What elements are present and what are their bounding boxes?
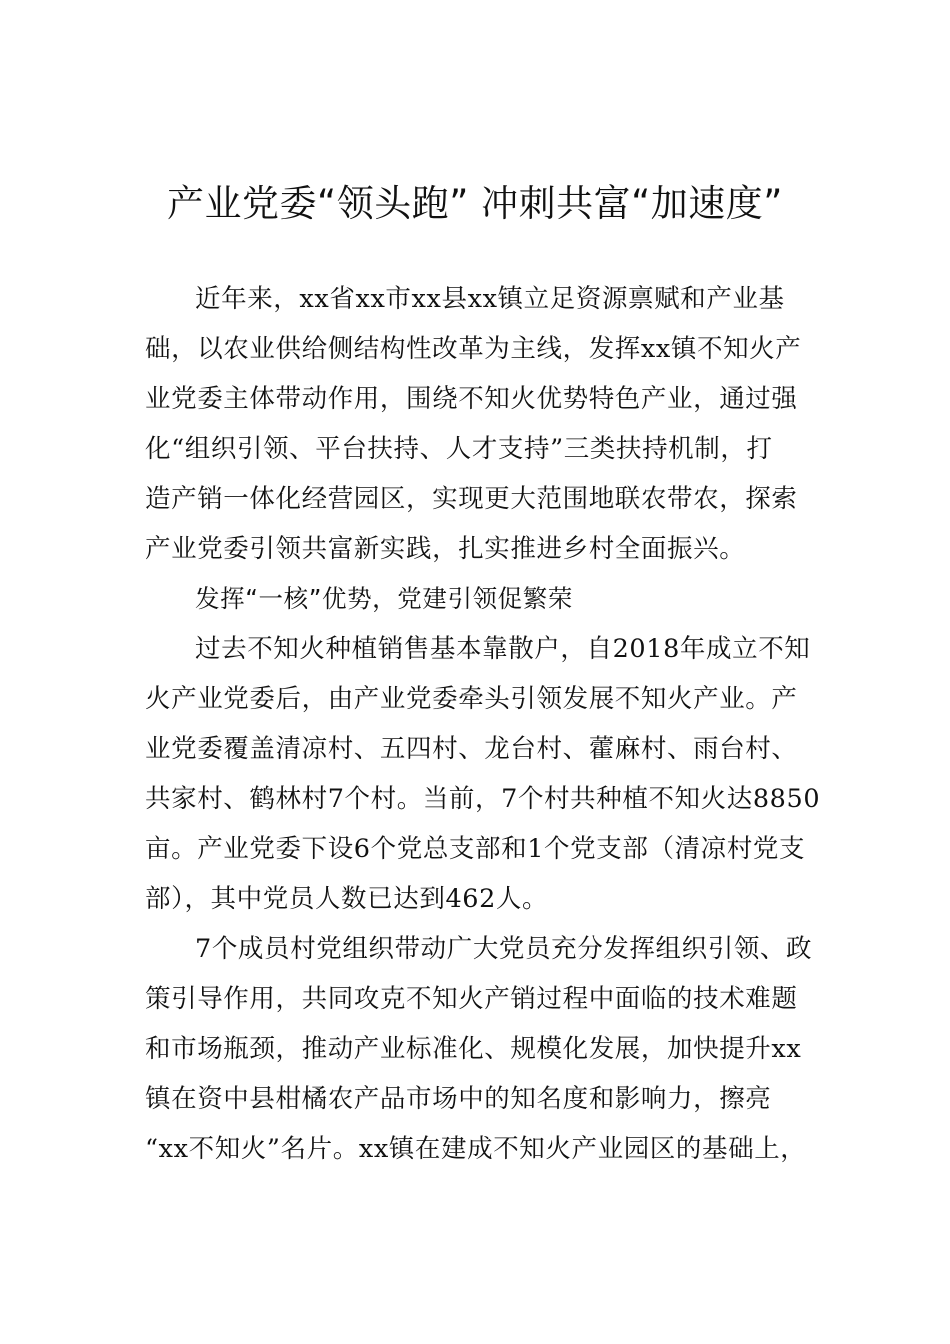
document-title: 产业党委“领头跑” 冲刺共富“加速度” <box>167 182 783 225</box>
paragraph-line: 过去不知火种植销售基本靠散户，自2018年成立不知 <box>195 634 811 664</box>
paragraph-line: 产业党委引领共富新实践，扎实推进乡村全面振兴。 <box>145 534 746 564</box>
paragraph-line: 近年来，xx省xx市xx县xx镇立足资源禀赋和产业基 <box>195 284 785 314</box>
paragraph-line: 业党委主体带动作用，围绕不知火优势特色产业，通过强 <box>145 384 798 414</box>
paragraph-line: “xx不知火”名片。xx镇在建成不知火产业园区的基础上， <box>145 1134 807 1164</box>
paragraph-line: 火产业党委后，由产业党委牵头引领发展不知火产业。产 <box>145 684 798 714</box>
paragraph-line: 部），其中党员人数已达到462人。 <box>145 884 549 914</box>
paragraph-line: 7个成员村党组织带动广大党员充分发挥组织引领、政 <box>195 934 813 964</box>
paragraph-line: 策引导作用，共同攻克不知火产销过程中面临的技术难题 <box>145 984 798 1014</box>
paragraph-line: 础，以农业供给侧结构性改革为主线，发挥xx镇不知火产 <box>145 334 802 364</box>
section-heading: 发挥“一核”优势，党建引领促繁荣 <box>195 584 573 613</box>
paragraph-line: 共家村、鹤林村7个村。当前，7个村共种植不知火达8850 <box>145 784 821 814</box>
paragraph-line: 镇在资中县柑橘农产品市场中的知名度和影响力，擦亮 <box>145 1084 772 1114</box>
paragraph-line: 业党委覆盖清凉村、五四村、龙台村、藿麻村、雨台村、 <box>145 734 798 764</box>
paragraph-line: 亩。产业党委下设6个党总支部和1个党支部（清凉村党支 <box>145 834 806 864</box>
paragraph-line: 和市场瓶颈，推动产业标准化、规模化发展，加快提升xx <box>145 1034 802 1064</box>
paragraph-line: 化“组织引领、平台扶持、人才支持”三类扶持机制，打 <box>145 434 773 464</box>
paragraph-line: 造产销一体化经营园区，实现更大范围地联农带农，探索 <box>145 484 798 514</box>
